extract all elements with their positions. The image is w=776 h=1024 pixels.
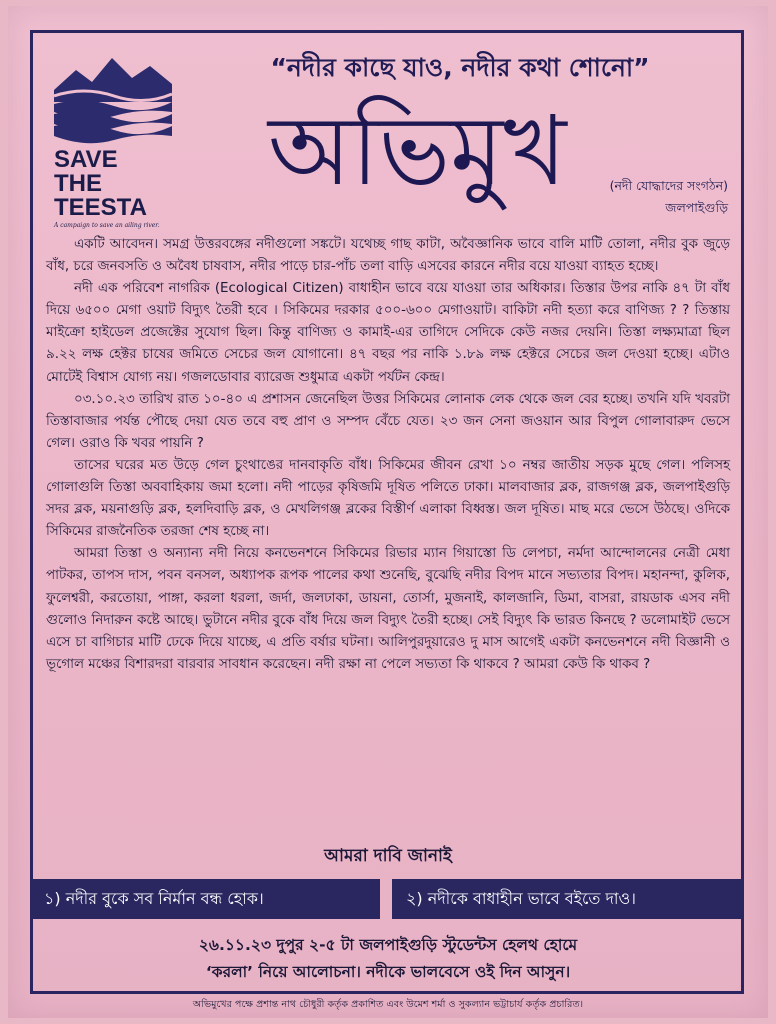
save-the-teesta-logo <box>54 50 172 229</box>
paragraph: নদী এক পরিবেশ নাগরিক (Ecological Citizen) বাধাহীন ভাবে বয়ে যাওয়া তার অধিকার। তিস্তার উপর নাকি ৪৭ টা বাঁধ দিয়ে ৬৫০০ মেগা ওয়াট বিদ্যুৎ তৈরী হবে । সিকিমের দরকার ৫০০-৬০০ মেগাওয়াট। বাকিটা নদী হত্যা করে বাণিজ্য ? ? তিস্তায় মাইক্রো হাইডেল প্রজেক্টের সুযোগ ছিল। কিন্তু বাণিজ্য ও কামাই-এর তাগিদে সেদিকে কেউ নজর দেয়নি। তিস্তা লক্ষ্যমাত্রা ছিল ৯.২২ লক্ষ হেক্টর চাষের জমিতে সেচের জল যোগানো। ৪৭ বছর পর নাকি ১.৮৯ লক্ষ হেক্টরে সেচের জল দেওয়া হচ্ছে। এটাও মোটেই বিশ্বাস যোগ্য নয়। গজলডোবার ব্যারেজ শুধুমাত্র একটা পর্যটন কেন্দ্র। <box>46 281 730 385</box>
logo-title-line1: SAVE THE <box>54 146 118 197</box>
paragraph: ০৩.১০.২৩ তারিখ রাত ১০-৪০ এ প্রশাসন জেনেছিল উত্তর সিকিমের লোনাক লেক থেকে জল বের হচ্ছে। তখনি যদি খবরটা তিস্তাবাজার পর্যন্ত পৌছে দেয়া যেত তবে বহু প্রাণ ও সম্পদ বেঁচে যেত। ২৩ জন সেনা জওয়ান আর বিপুল গোলাবারুদ ভেসে গেল। ওরাও কি খবর পায়নি ? <box>46 391 730 451</box>
logo-title-line2: TEESTA <box>54 194 147 221</box>
demands-heading: আমরা দাবি জানাই <box>324 846 452 866</box>
demand-item-2: ২) নদীকে বাধাহীন ভাবে বইতে দাও। <box>392 879 744 919</box>
demand-item-1: ১) নদীর বুকে সব নির্মান বন্ধ হোক। <box>30 879 380 919</box>
publisher-footer: অভিমুখের পক্ষে প্রশান্ত নাথ চৌধুরী কর্তৃক প্রকাশিত এবং উমেশ শর্মা ও সুকল্যান ভট্টাচার্য কর্তৃক প্রচারিত। <box>192 999 584 1010</box>
organization-description: (নদী যোদ্ধাদের সংগঠন) <box>609 178 728 193</box>
appeal-body <box>46 234 730 676</box>
mountain-river-icon <box>54 50 172 144</box>
organization-name: অভিমুখ <box>268 95 567 207</box>
logo-tagline: A campaign to save an ailing river. <box>54 222 160 229</box>
logo-title <box>54 148 172 220</box>
paragraph: একটি আবেদন। সমগ্র উত্তরবঙ্গের নদীগুলো সঙ্কটে। যথেচ্ছ গাছ কাটা, অবৈজ্ঞানিক ভাবে বালি মাটি তোলা, নদীর বুক জুড়ে বাঁধ, চরে জনবসতি ও অবৈধ চাষবাস, নদীর পাড়ে চার-পাঁচ তলা বাড়ি এসবের কারনে নদীর বয়ে যাওয়া ব্যাহত হচ্ছে। <box>46 237 730 275</box>
event-details: ২৬.১১.২৩ দুপুর ২-৫ টা জলপাইগুড়ি স্টুডেন্টস হেলথ হোমে <box>198 936 578 954</box>
organization-location: জলপাইগুড়ি <box>665 200 728 215</box>
paragraph: তাসের ঘরের মত উড়ে গেল চুংথাঙের দানবাকৃতি বাঁধ। সিকিমের জীবন রেখা ১০ নম্বর জাতীয় সড়ক মুছে গেল। পলিসহ গোলাগুলি তিস্তা অববাহিকায় জমা হলো। নদী পাড়ের কৃষিজমি দূষিত পলিতে ঢাকা। মালবাজার ব্লক, রাজগঞ্জ ব্লক, জলপাইগুড়ি সদর ব্লক, ময়নাগুড়ি ব্লক, হলদিবাড়ি ব্লক, ও মেখলিগঞ্জ ব্লকের বিস্তীর্ণ এলাকা বিধ্বস্ত। জল দূষিত। মাছ মরে ভেসে উঠছে। ওদিকে সিকিমের রাজনৈতিক তরজা শেষ হচ্ছে না। <box>46 457 730 540</box>
paragraph: আমরা তিস্তা ও অন্যান্য নদী নিয়ে কনভেনশনে সিকিমের রিভার ম্যান গিয়াস্তো ডি লেপচা, নর্মদা আন্দোলনের নেত্রী মেধা পাটকর, তাপস দাস, পবন বনসল, অধ্যাপক রূপক পালের কথা শুনেছি, বুঝেছি নদীর বিপদ মানে সভ্যতার বিপদ। মহানন্দা, কুলিক, ফুলেশ্বরী, করতোয়া, পাঙ্গা, করলা ধরলা, জর্দা, জলঢাকা, ডায়না, তোর্সা, মুজনাই, কালজানি, ডিমা, বাসরা, রায়ডাক এসব নদী গুলোও নিদারুন কষ্টে আছে। ভুটানে নদীর বুকে বাঁধ দিয়ে জল বিদ্যুৎ তৈরী হচ্ছে। সেই বিদ্যুৎ কি ভারত কিনছে ? ডলোমাইট ভেসে এসে চা বাগিচার মাটি ঢেকে দিয়ে যাচ্ছে, এ প্রতি বর্ষার ঘটনা। আলিপুরদুয়ারেও দু মাস আগেই একটা কনভেনশনে নদী বিজ্ঞানী ও ভূগোল মঞ্চের বিশারদরা বারবার সাবধান করেছেন। নদী রক্ষা না পেলে সভ্যতা কি থাকবে ? আমরা কেউ কি থাকব ? <box>46 546 730 672</box>
organization-subtitle <box>568 175 728 219</box>
event-invitation: ‘করলা’ নিয়ে আলোচনা। নদীকে ভালবেসে ওই দিন আসুন। <box>205 963 571 981</box>
slogan: “নদীর কাছে যাও, নদীর কথা শোনো” <box>270 53 650 82</box>
